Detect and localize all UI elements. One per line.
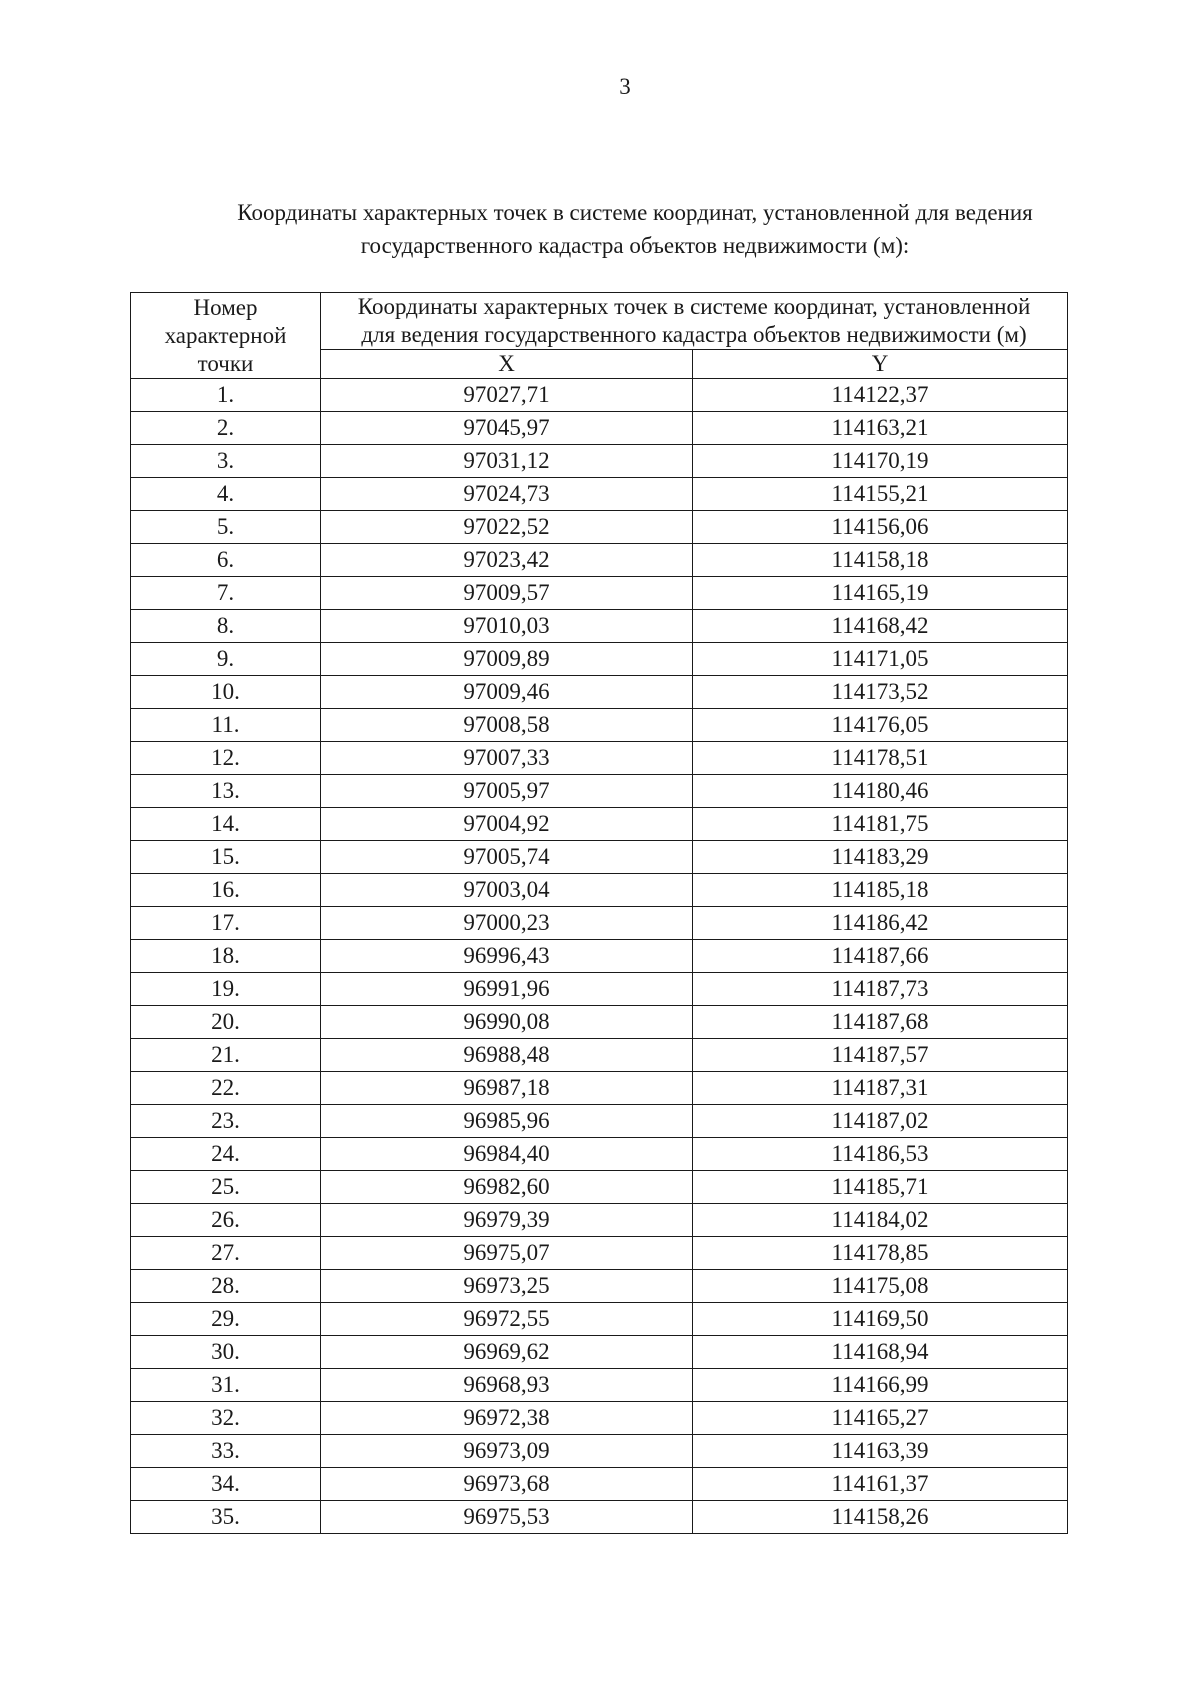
- table-row: [131, 1435, 1068, 1468]
- x-coordinate-cell: 96979,39: [321, 1204, 693, 1237]
- x-coordinate-cell: 96990,08: [321, 1006, 693, 1039]
- y-coordinate-cell: 114187,02: [693, 1105, 1068, 1138]
- x-coordinate-cell: 96969,62: [321, 1336, 693, 1369]
- table-row: [131, 1138, 1068, 1171]
- y-coordinate-cell: 114187,57: [693, 1039, 1068, 1072]
- table-body: [131, 379, 1068, 1534]
- table-row: [131, 478, 1068, 511]
- y-coordinate-cell: 114168,94: [693, 1336, 1068, 1369]
- x-coordinate-cell: 97022,52: [321, 511, 693, 544]
- x-coordinate-cell: 97009,89: [321, 643, 693, 676]
- point-number-cell: 9.: [131, 643, 321, 676]
- page-number: 3: [619, 74, 631, 99]
- y-coordinate-cell: 114156,06: [693, 511, 1068, 544]
- table-row: [131, 577, 1068, 610]
- heading-line-1: Координаты характерных точек в системе координат, установленной для ведения: [237, 200, 1033, 225]
- y-coordinate-cell: 114186,42: [693, 907, 1068, 940]
- point-number-cell: 31.: [131, 1369, 321, 1402]
- y-coordinate-cell: 114178,51: [693, 742, 1068, 775]
- point-number-cell: 3.: [131, 445, 321, 478]
- point-number-cell: 4.: [131, 478, 321, 511]
- x-coordinate-cell: 97009,57: [321, 577, 693, 610]
- x-coordinate-cell: 97027,71: [321, 379, 693, 412]
- y-coordinate-cell: 114155,21: [693, 478, 1068, 511]
- table-header: [131, 293, 1068, 379]
- point-number-cell: 33.: [131, 1435, 321, 1468]
- point-number-cell: 16.: [131, 874, 321, 907]
- x-coordinate-cell: 96984,40: [321, 1138, 693, 1171]
- x-coordinate-cell: 96973,09: [321, 1435, 693, 1468]
- x-coordinate-cell: 97004,92: [321, 808, 693, 841]
- point-number-cell: 35.: [131, 1501, 321, 1534]
- point-number-cell: 23.: [131, 1105, 321, 1138]
- x-coordinate-cell: 97031,12: [321, 445, 693, 478]
- table-row: [131, 1336, 1068, 1369]
- y-coordinate-cell: 114181,75: [693, 808, 1068, 841]
- point-number-cell: 7.: [131, 577, 321, 610]
- table-row: [131, 1072, 1068, 1105]
- point-number-cell: 25.: [131, 1171, 321, 1204]
- y-coordinate-cell: 114158,18: [693, 544, 1068, 577]
- point-number-cell: 15.: [131, 841, 321, 874]
- x-coordinate-cell: 97007,33: [321, 742, 693, 775]
- table-row: [131, 1468, 1068, 1501]
- table-row: [131, 511, 1068, 544]
- point-number-cell: 14.: [131, 808, 321, 841]
- point-number-cell: 24.: [131, 1138, 321, 1171]
- y-coordinate-cell: 114178,85: [693, 1237, 1068, 1270]
- coordinates-group-header-line-1: Координаты характерных точек в системе координат, установленной: [357, 294, 1031, 319]
- table-row: [131, 676, 1068, 709]
- x-coordinate-cell: 96991,96: [321, 973, 693, 1006]
- table-row: [131, 1039, 1068, 1072]
- x-coordinate-cell: 96973,25: [321, 1270, 693, 1303]
- x-coordinate-cell: 97023,42: [321, 544, 693, 577]
- point-number-cell: 21.: [131, 1039, 321, 1072]
- point-number-cell: 5.: [131, 511, 321, 544]
- y-coordinate-cell: 114158,26: [693, 1501, 1068, 1534]
- point-number-cell: 32.: [131, 1402, 321, 1435]
- point-number-cell: 11.: [131, 709, 321, 742]
- coordinates-group-header: [321, 293, 1068, 350]
- point-number-header: [131, 293, 321, 379]
- y-coordinate-cell: 114173,52: [693, 676, 1068, 709]
- heading-line-2: государственного кадастра объектов недвижимости (м):: [360, 233, 910, 258]
- table-row: [131, 643, 1068, 676]
- point-number-cell: 13.: [131, 775, 321, 808]
- point-number-cell: 10.: [131, 676, 321, 709]
- point-number-cell: 1.: [131, 379, 321, 412]
- y-coordinate-cell: 114183,29: [693, 841, 1068, 874]
- point-number-cell: 22.: [131, 1072, 321, 1105]
- table-row: [131, 808, 1068, 841]
- x-coordinate-cell: 97009,46: [321, 676, 693, 709]
- point-number-cell: 12.: [131, 742, 321, 775]
- coordinates-table: [130, 292, 1068, 1534]
- y-coordinate-cell: 114187,68: [693, 1006, 1068, 1039]
- x-coordinate-cell: 96987,18: [321, 1072, 693, 1105]
- table-row: [131, 973, 1068, 1006]
- table-row: [131, 1303, 1068, 1336]
- table-row: [131, 610, 1068, 643]
- table-row: [131, 1204, 1068, 1237]
- y-coordinate-cell: 114187,31: [693, 1072, 1068, 1105]
- y-coordinate-cell: 114186,53: [693, 1138, 1068, 1171]
- table-row: [131, 379, 1068, 412]
- y-coordinate-cell: 114184,02: [693, 1204, 1068, 1237]
- y-coordinate-cell: 114187,73: [693, 973, 1068, 1006]
- point-number-cell: 27.: [131, 1237, 321, 1270]
- y-coordinate-cell: 114166,99: [693, 1369, 1068, 1402]
- y-coordinate-cell: 114161,37: [693, 1468, 1068, 1501]
- x-coordinate-cell: 97005,97: [321, 775, 693, 808]
- point-number-header-line-1: Номер: [193, 294, 258, 320]
- x-coordinate-cell: 97045,97: [321, 412, 693, 445]
- point-number-cell: 30.: [131, 1336, 321, 1369]
- x-coordinate-cell: 96968,93: [321, 1369, 693, 1402]
- table-row: [131, 1006, 1068, 1039]
- y-coordinate-cell: 114163,39: [693, 1435, 1068, 1468]
- point-number-cell: 29.: [131, 1303, 321, 1336]
- x-coordinate-cell: 96975,07: [321, 1237, 693, 1270]
- table-row: [131, 940, 1068, 973]
- coordinates-group-header-line-2: для ведения государственного кадастра объектов недвижимости (м): [361, 322, 1027, 347]
- x-coordinate-cell: 97010,03: [321, 610, 693, 643]
- point-number-cell: 6.: [131, 544, 321, 577]
- x-coordinate-cell: 97003,04: [321, 874, 693, 907]
- table-row: [131, 907, 1068, 940]
- y-column-header: Y: [693, 350, 1068, 379]
- point-number-cell: 17.: [131, 907, 321, 940]
- x-coordinate-cell: 97000,23: [321, 907, 693, 940]
- point-number-header-line-3: точки: [197, 350, 254, 376]
- x-coordinate-cell: 96988,48: [321, 1039, 693, 1072]
- table-row: [131, 841, 1068, 874]
- table-row: [131, 1501, 1068, 1534]
- y-coordinate-cell: 114185,18: [693, 874, 1068, 907]
- x-coordinate-cell: 96975,53: [321, 1501, 693, 1534]
- y-coordinate-cell: 114122,37: [693, 379, 1068, 412]
- point-number-cell: 8.: [131, 610, 321, 643]
- table-row: [131, 874, 1068, 907]
- y-coordinate-cell: 114180,46: [693, 775, 1068, 808]
- y-coordinate-cell: 114185,71: [693, 1171, 1068, 1204]
- table-row: [131, 412, 1068, 445]
- y-coordinate-cell: 114175,08: [693, 1270, 1068, 1303]
- table-row: [131, 544, 1068, 577]
- y-coordinate-cell: 114168,42: [693, 610, 1068, 643]
- table-row: [131, 1171, 1068, 1204]
- table-row: [131, 445, 1068, 478]
- y-coordinate-cell: 114176,05: [693, 709, 1068, 742]
- document-heading: [150, 196, 1120, 262]
- point-number-cell: 34.: [131, 1468, 321, 1501]
- x-coordinate-cell: 97024,73: [321, 478, 693, 511]
- point-number-cell: 19.: [131, 973, 321, 1006]
- x-coordinate-cell: 96996,43: [321, 940, 693, 973]
- point-number-header-line-2: характерной: [164, 322, 287, 348]
- x-column-header: X: [321, 350, 693, 379]
- y-coordinate-cell: 114169,50: [693, 1303, 1068, 1336]
- point-number-cell: 26.: [131, 1204, 321, 1237]
- x-coordinate-cell: 97008,58: [321, 709, 693, 742]
- x-coordinate-cell: 96972,55: [321, 1303, 693, 1336]
- table-row: [131, 1369, 1068, 1402]
- x-coordinate-cell: 96972,38: [321, 1402, 693, 1435]
- table-row: [131, 742, 1068, 775]
- x-coordinate-cell: 97005,74: [321, 841, 693, 874]
- point-number-cell: 2.: [131, 412, 321, 445]
- y-coordinate-cell: 114165,27: [693, 1402, 1068, 1435]
- x-coordinate-cell: 96985,96: [321, 1105, 693, 1138]
- table-row: [131, 1237, 1068, 1270]
- table-row: [131, 775, 1068, 808]
- point-number-cell: 20.: [131, 1006, 321, 1039]
- y-coordinate-cell: 114187,66: [693, 940, 1068, 973]
- y-coordinate-cell: 114170,19: [693, 445, 1068, 478]
- y-coordinate-cell: 114163,21: [693, 412, 1068, 445]
- y-coordinate-cell: 114171,05: [693, 643, 1068, 676]
- table-row: [131, 1270, 1068, 1303]
- point-number-cell: 18.: [131, 940, 321, 973]
- x-coordinate-cell: 96973,68: [321, 1468, 693, 1501]
- table-row: [131, 1105, 1068, 1138]
- table-row: [131, 1402, 1068, 1435]
- y-coordinate-cell: 114165,19: [693, 577, 1068, 610]
- table-row: [131, 709, 1068, 742]
- x-coordinate-cell: 96982,60: [321, 1171, 693, 1204]
- point-number-cell: 28.: [131, 1270, 321, 1303]
